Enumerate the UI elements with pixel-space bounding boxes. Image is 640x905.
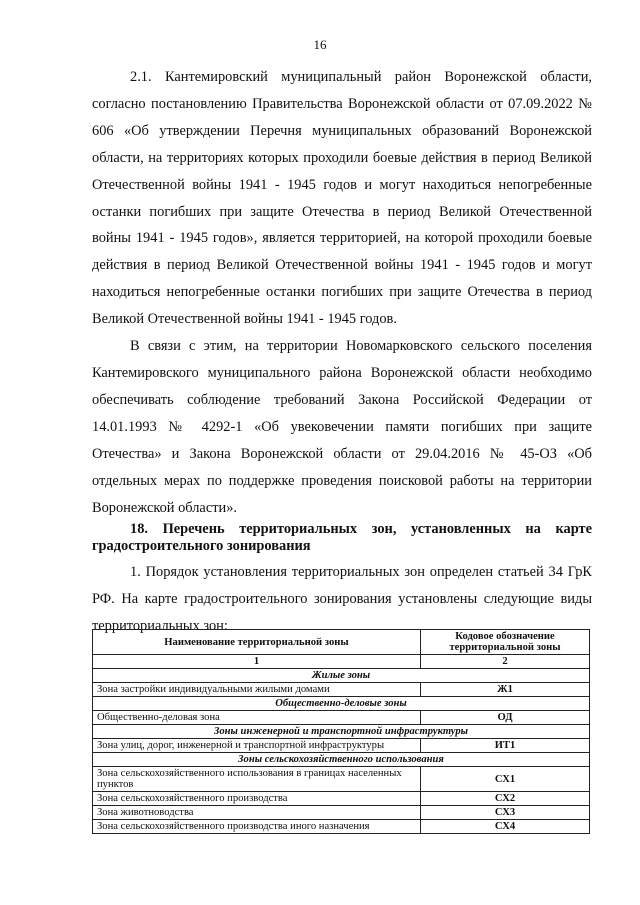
table-header-row [93,630,590,655]
zone-code: ИТ1 [421,739,590,753]
table-row [93,683,590,697]
zone-code: ОД [421,711,590,725]
group-title-infrastructure: Зоны инженерной и транспортной инфраструктуры [93,725,590,739]
zone-name: Зона застройки индивидуальными жилыми домами [93,683,421,697]
table-row [93,767,590,792]
zones-table [92,629,590,834]
group-row [93,669,590,683]
paragraph-2-1: 2.1. Кантемировский муниципальный район Воронежской области, согласно постановлению Правительства Воронежской области от 07.09.2022 № 606 «Об утверждении Перечня муниципальных образований Воронежской области, на территориях которых проходили боевые действия в период Великой Отечественной войны 1941 - 1945 годов и могут находиться непогребенные останки погибших при защите Отечества в период Великой Отечественной войны 1941 - 1945 годов», является территорией, на которой проходили боевые действия в период Великой Отечественной войны 1941 - 1945 годов и могут находиться непогребенные останки погибших при защите Отечества в период Великой Отечественной войны 1941 - 1945 годов. [92,69,592,328]
paragraph-zones-order: 1. Порядок установления территориальных зон определен статьей 34 ГрК РФ. На карте градостроительного зонирования установлены следующие виды территориальных зон: [92,564,592,635]
paragraph-memory-law: В связи с этим, на территории Новомарковского сельского поселения Кантемировского муниципального района Воронежской области необходимо обеспечивать соблюдение требований Закона Российской Федерации от 14.01.1993 № 4292-1 «Об увековечении памяти погибших при защите Отечества» и Закона Воронежской области от 29.04.2016 № 45-ОЗ «Об отдельных мерах по поддержке проведения поисковой работы на территории Воронежской области». [92,338,592,516]
group-title-residential: Жилые зоны [93,669,590,683]
zone-code: Ж1 [421,683,590,697]
table-row [93,739,590,753]
zone-code: СХ1 [421,767,590,792]
zone-name: Зона сельскохозяйственного использования в границах населенных пунктов [93,767,421,792]
group-row [93,697,590,711]
zone-name: Зона улиц, дорог, инженерной и транспортной инфраструктуры [93,739,421,753]
table-row [93,792,590,806]
zone-code: СХ3 [421,806,590,820]
group-row [93,753,590,767]
zone-name: Зона животноводства [93,806,421,820]
section-heading-18: 18. Перечень территориальных зон, установленных на карте градостроительного зонирования [92,521,592,555]
header-zone-name: Наименование территориальной зоны [93,630,421,655]
group-row [93,725,590,739]
page-number: 16 [313,37,327,52]
table-row [93,806,590,820]
zone-name: Общественно-деловая зона [93,711,421,725]
column-number-2: 2 [421,655,590,669]
group-title-business: Общественно-деловые зоны [93,697,590,711]
zone-code: СХ2 [421,792,590,806]
document-body [92,64,592,640]
column-number-1: 1 [93,655,421,669]
group-title-agricultural: Зоны сельскохозяйственного использования [93,753,590,767]
zone-code: СХ4 [421,820,590,834]
zone-name: Зона сельскохозяйственного производства иного назначения [93,820,421,834]
table-row [93,820,590,834]
zone-name: Зона сельскохозяйственного производства [93,792,421,806]
table-row [93,711,590,725]
header-zone-code: Кодовое обозначение территориальной зоны [421,630,590,655]
table-number-row [93,655,590,669]
